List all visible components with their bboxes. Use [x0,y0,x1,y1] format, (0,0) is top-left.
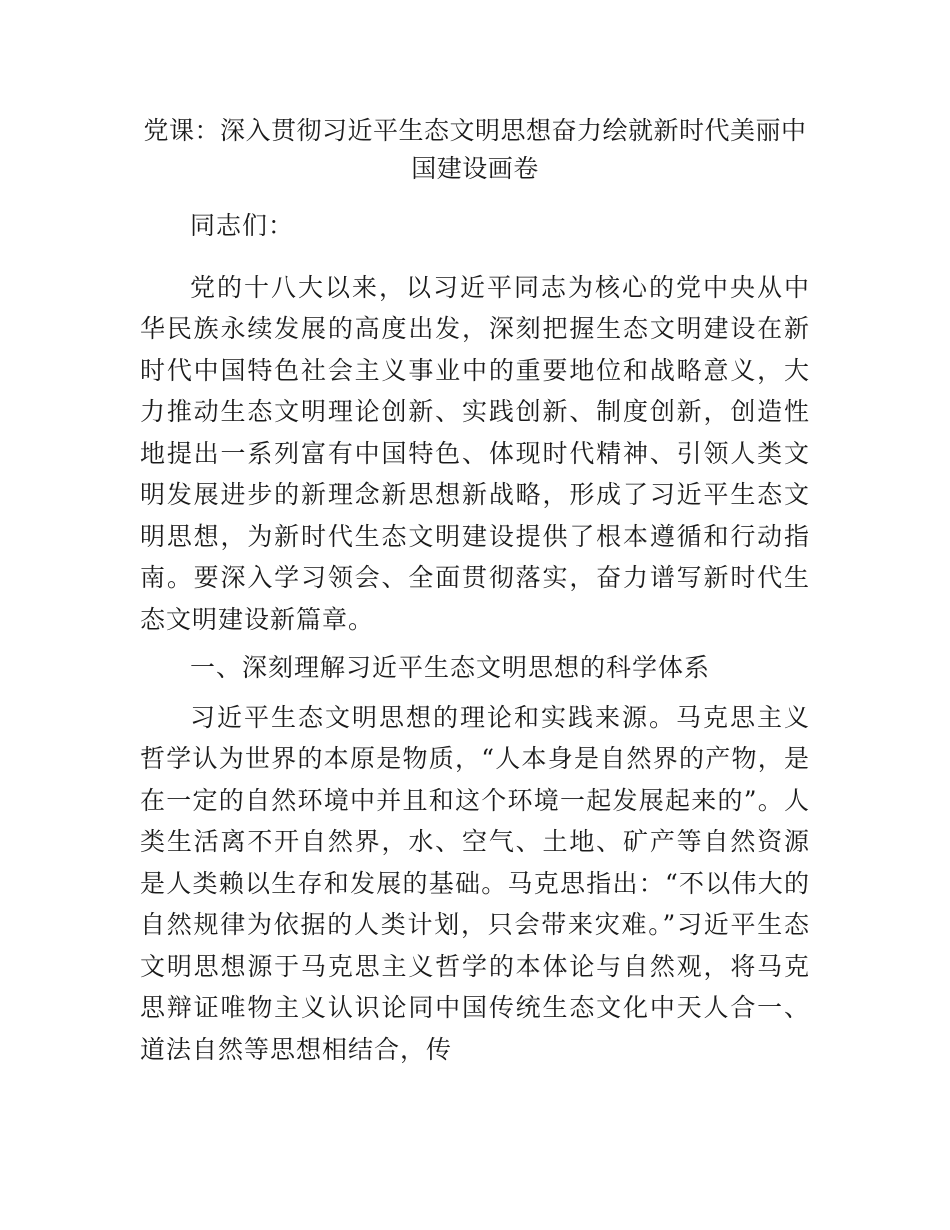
document-body [140,205,810,1077]
section-heading: 一、深刻理解习近平生态文明思想的科学体系 [190,653,711,682]
intro-paragraph: 党的十八大以来，以习近平同志为核心的党中央从中华民族永续发展的高度出发，深刻把握生态文明建设在新时代中国特色社会主义事业中的重要地位和战略意义，大力推动生态文明理论创新、实践创新、制度创新，创造性地提出一系列富有中国特色、体现时代精神、引领人类文明发展进步的新理念新思想新战略，形成了习近平生态文明思想，为新时代生态文明建设提供了根本遵循和行动指南。要深入学习领会、全面贯彻落实，奋力谱写新时代生态文明建设新篇章。 [140,272,810,634]
section-paragraph: 习近平生态文明思想的理论和实践来源。马克思主义哲学认为世界的本原是物质，“人本身是自然界的产物，是在一定的自然环境中并且和这个环境一起发展起来的”。人类生活离不开自然界，水、空气、土地、矿产等自然资源是人类赖以生存和发展的基础。马克思指出：“不以伟大的自然规律为依据的人类计划，只会带来灾难。”习近平生态文明思想源于马克思主义哲学的本体论与自然观，将马克思辩证唯物主义认识论同中国传统生态文化中天人合一、道法自然等思想相结合，传 [140,702,810,1064]
document-title: 党课：深入贯彻习近平生态文明思想奋力绘就新时代美丽中国建设画卷 [143,116,807,183]
salutation: 同志们： [190,211,295,240]
